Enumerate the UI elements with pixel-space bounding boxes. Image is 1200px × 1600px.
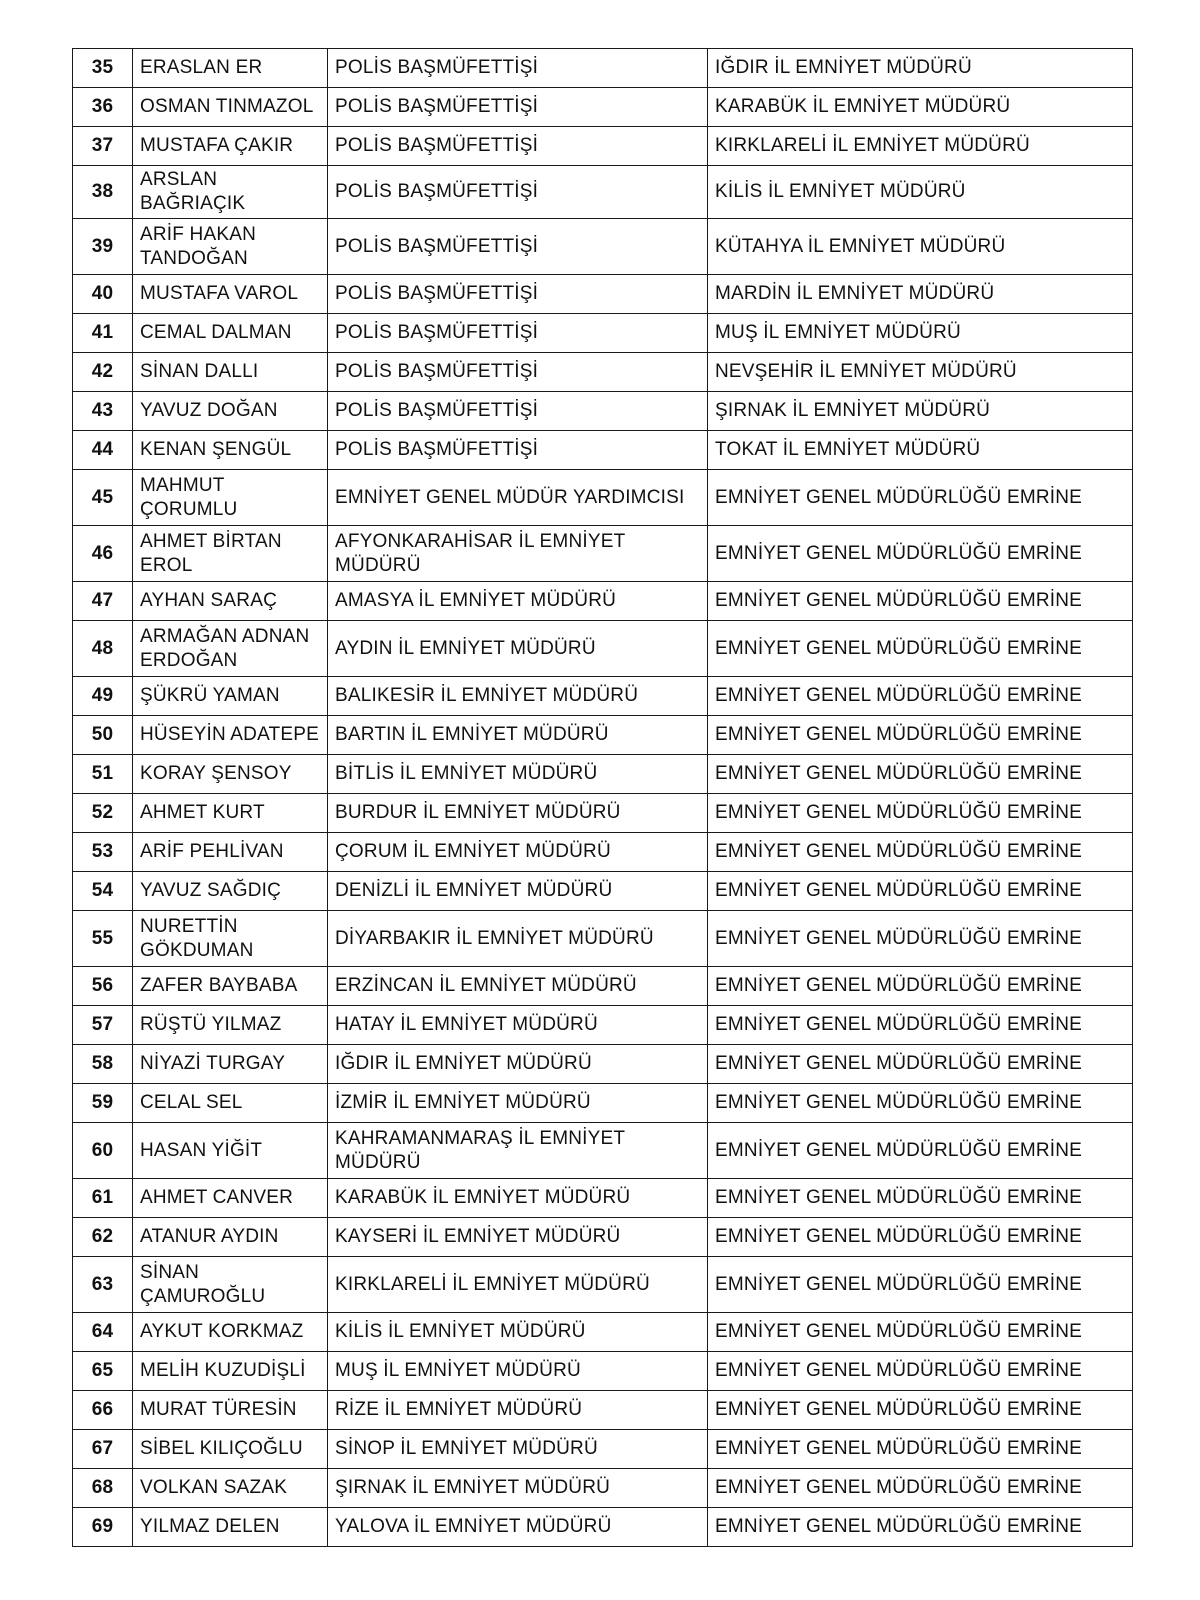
new-title-cell: EMNİYET GENEL MÜDÜRLÜĞÜ EMRİNE: [708, 872, 1133, 911]
new-title-cell: EMNİYET GENEL MÜDÜRLÜĞÜ EMRİNE: [708, 526, 1133, 582]
new-title-cell: EMNİYET GENEL MÜDÜRLÜĞÜ EMRİNE: [708, 1352, 1133, 1391]
current-title-cell: HATAY İL EMNİYET MÜDÜRÜ: [328, 1006, 708, 1045]
name-cell: AHMET CANVER: [133, 1179, 328, 1218]
current-title-cell: POLİS BAŞMÜFETTİŞİ: [328, 275, 708, 314]
row-number-cell: 55: [73, 911, 133, 967]
new-title-cell: KIRKLARELİ İL EMNİYET MÜDÜRÜ: [708, 127, 1133, 166]
current-title-cell: DİYARBAKIR İL EMNİYET MÜDÜRÜ: [328, 911, 708, 967]
name-cell: KORAY ŞENSOY: [133, 755, 328, 794]
row-number-cell: 57: [73, 1006, 133, 1045]
new-title-cell: EMNİYET GENEL MÜDÜRLÜĞÜ EMRİNE: [708, 677, 1133, 716]
row-number-cell: 44: [73, 431, 133, 470]
current-title-cell: POLİS BAŞMÜFETTİŞİ: [328, 219, 708, 275]
current-title-cell: KARABÜK İL EMNİYET MÜDÜRÜ: [328, 1179, 708, 1218]
table-row: [73, 166, 1133, 219]
name-cell: SİBEL KILIÇOĞLU: [133, 1430, 328, 1469]
current-title-cell: POLİS BAŞMÜFETTİŞİ: [328, 49, 708, 88]
table-row: [73, 911, 1133, 967]
table-row: [73, 1006, 1133, 1045]
table-row: [73, 1508, 1133, 1547]
current-title-cell: KİLİS İL EMNİYET MÜDÜRÜ: [328, 1313, 708, 1352]
name-cell: CELAL SEL: [133, 1084, 328, 1123]
appointments-table: [72, 48, 1133, 1547]
row-number-cell: 64: [73, 1313, 133, 1352]
current-title-cell: POLİS BAŞMÜFETTİŞİ: [328, 314, 708, 353]
row-number-cell: 49: [73, 677, 133, 716]
new-title-cell: EMNİYET GENEL MÜDÜRLÜĞÜ EMRİNE: [708, 1430, 1133, 1469]
row-number-cell: 39: [73, 219, 133, 275]
current-title-cell: BİTLİS İL EMNİYET MÜDÜRÜ: [328, 755, 708, 794]
new-title-cell: EMNİYET GENEL MÜDÜRLÜĞÜ EMRİNE: [708, 1006, 1133, 1045]
row-number-cell: 59: [73, 1084, 133, 1123]
row-number-cell: 48: [73, 621, 133, 677]
new-title-cell: EMNİYET GENEL MÜDÜRLÜĞÜ EMRİNE: [708, 1179, 1133, 1218]
name-cell: AHMET BİRTAN EROL: [133, 526, 328, 582]
current-title-cell: POLİS BAŞMÜFETTİŞİ: [328, 431, 708, 470]
current-title-cell: POLİS BAŞMÜFETTİŞİ: [328, 88, 708, 127]
current-title-cell: AFYONKARAHİSAR İL EMNİYET MÜDÜRÜ: [328, 526, 708, 582]
row-number-cell: 43: [73, 392, 133, 431]
row-number-cell: 46: [73, 526, 133, 582]
name-cell: ERASLAN ER: [133, 49, 328, 88]
current-title-cell: BARTIN İL EMNİYET MÜDÜRÜ: [328, 716, 708, 755]
row-number-cell: 62: [73, 1218, 133, 1257]
current-title-cell: KAHRAMANMARAŞ İL EMNİYET MÜDÜRÜ: [328, 1123, 708, 1179]
new-title-cell: EMNİYET GENEL MÜDÜRLÜĞÜ EMRİNE: [708, 1084, 1133, 1123]
table-row: [73, 755, 1133, 794]
current-title-cell: ERZİNCAN İL EMNİYET MÜDÜRÜ: [328, 967, 708, 1006]
current-title-cell: SİNOP İL EMNİYET MÜDÜRÜ: [328, 1430, 708, 1469]
table-row: [73, 1391, 1133, 1430]
current-title-cell: BURDUR İL EMNİYET MÜDÜRÜ: [328, 794, 708, 833]
current-title-cell: KIRKLARELİ İL EMNİYET MÜDÜRÜ: [328, 1257, 708, 1313]
table-row: [73, 1045, 1133, 1084]
new-title-cell: MUŞ İL EMNİYET MÜDÜRÜ: [708, 314, 1133, 353]
current-title-cell: İZMİR İL EMNİYET MÜDÜRÜ: [328, 1084, 708, 1123]
name-cell: MUSTAFA ÇAKIR: [133, 127, 328, 166]
row-number-cell: 51: [73, 755, 133, 794]
table-row: [73, 353, 1133, 392]
table-row: [73, 275, 1133, 314]
name-cell: ARİF HAKAN TANDOĞAN: [133, 219, 328, 275]
row-number-cell: 38: [73, 166, 133, 219]
name-cell: ARSLAN BAĞRIAÇIK: [133, 166, 328, 219]
table-row: [73, 1430, 1133, 1469]
current-title-cell: POLİS BAŞMÜFETTİŞİ: [328, 166, 708, 219]
table-row: [73, 314, 1133, 353]
new-title-cell: EMNİYET GENEL MÜDÜRLÜĞÜ EMRİNE: [708, 470, 1133, 526]
name-cell: MELİH KUZUDİŞLİ: [133, 1352, 328, 1391]
current-title-cell: ÇORUM İL EMNİYET MÜDÜRÜ: [328, 833, 708, 872]
table-row: [73, 967, 1133, 1006]
table-row: [73, 1352, 1133, 1391]
current-title-cell: AYDIN İL EMNİYET MÜDÜRÜ: [328, 621, 708, 677]
new-title-cell: ŞIRNAK İL EMNİYET MÜDÜRÜ: [708, 392, 1133, 431]
name-cell: HASAN YİĞİT: [133, 1123, 328, 1179]
appointments-table-body: [73, 49, 1133, 1547]
row-number-cell: 69: [73, 1508, 133, 1547]
new-title-cell: NEVŞEHİR İL EMNİYET MÜDÜRÜ: [708, 353, 1133, 392]
table-row: [73, 794, 1133, 833]
current-title-cell: AMASYA İL EMNİYET MÜDÜRÜ: [328, 582, 708, 621]
name-cell: MAHMUT ÇORUMLU: [133, 470, 328, 526]
row-number-cell: 47: [73, 582, 133, 621]
current-title-cell: YALOVA İL EMNİYET MÜDÜRÜ: [328, 1508, 708, 1547]
row-number-cell: 52: [73, 794, 133, 833]
current-title-cell: RİZE İL EMNİYET MÜDÜRÜ: [328, 1391, 708, 1430]
table-row: [73, 621, 1133, 677]
name-cell: OSMAN TINMAZOL: [133, 88, 328, 127]
current-title-cell: IĞDIR İL EMNİYET MÜDÜRÜ: [328, 1045, 708, 1084]
new-title-cell: EMNİYET GENEL MÜDÜRLÜĞÜ EMRİNE: [708, 582, 1133, 621]
row-number-cell: 66: [73, 1391, 133, 1430]
table-row: [73, 1257, 1133, 1313]
new-title-cell: IĞDIR İL EMNİYET MÜDÜRÜ: [708, 49, 1133, 88]
table-row: [73, 1123, 1133, 1179]
row-number-cell: 50: [73, 716, 133, 755]
current-title-cell: POLİS BAŞMÜFETTİŞİ: [328, 353, 708, 392]
new-title-cell: EMNİYET GENEL MÜDÜRLÜĞÜ EMRİNE: [708, 1469, 1133, 1508]
row-number-cell: 54: [73, 872, 133, 911]
new-title-cell: EMNİYET GENEL MÜDÜRLÜĞÜ EMRİNE: [708, 1257, 1133, 1313]
table-row: [73, 219, 1133, 275]
new-title-cell: EMNİYET GENEL MÜDÜRLÜĞÜ EMRİNE: [708, 967, 1133, 1006]
current-title-cell: DENİZLİ İL EMNİYET MÜDÜRÜ: [328, 872, 708, 911]
name-cell: HÜSEYİN ADATEPE: [133, 716, 328, 755]
name-cell: ATANUR AYDIN: [133, 1218, 328, 1257]
name-cell: SİNAN ÇAMUROĞLU: [133, 1257, 328, 1313]
name-cell: YILMAZ DELEN: [133, 1508, 328, 1547]
table-row: [73, 470, 1133, 526]
name-cell: VOLKAN SAZAK: [133, 1469, 328, 1508]
new-title-cell: EMNİYET GENEL MÜDÜRLÜĞÜ EMRİNE: [708, 755, 1133, 794]
name-cell: CEMAL DALMAN: [133, 314, 328, 353]
row-number-cell: 45: [73, 470, 133, 526]
name-cell: ARİF PEHLİVAN: [133, 833, 328, 872]
table-row: [73, 833, 1133, 872]
new-title-cell: TOKAT İL EMNİYET MÜDÜRÜ: [708, 431, 1133, 470]
current-title-cell: POLİS BAŞMÜFETTİŞİ: [328, 127, 708, 166]
row-number-cell: 41: [73, 314, 133, 353]
row-number-cell: 36: [73, 88, 133, 127]
row-number-cell: 63: [73, 1257, 133, 1313]
name-cell: AHMET KURT: [133, 794, 328, 833]
current-title-cell: EMNİYET GENEL MÜDÜR YARDIMCISI: [328, 470, 708, 526]
name-cell: ZAFER BAYBABA: [133, 967, 328, 1006]
current-title-cell: BALIKESİR İL EMNİYET MÜDÜRÜ: [328, 677, 708, 716]
table-row: [73, 1218, 1133, 1257]
new-title-cell: EMNİYET GENEL MÜDÜRLÜĞÜ EMRİNE: [708, 1508, 1133, 1547]
table-row: [73, 88, 1133, 127]
name-cell: ŞÜKRÜ YAMAN: [133, 677, 328, 716]
table-row: [73, 1313, 1133, 1352]
new-title-cell: KİLİS İL EMNİYET MÜDÜRÜ: [708, 166, 1133, 219]
row-number-cell: 35: [73, 49, 133, 88]
new-title-cell: EMNİYET GENEL MÜDÜRLÜĞÜ EMRİNE: [708, 621, 1133, 677]
name-cell: YAVUZ DOĞAN: [133, 392, 328, 431]
current-title-cell: POLİS BAŞMÜFETTİŞİ: [328, 392, 708, 431]
table-row: [73, 677, 1133, 716]
row-number-cell: 37: [73, 127, 133, 166]
new-title-cell: KÜTAHYA İL EMNİYET MÜDÜRÜ: [708, 219, 1133, 275]
table-row: [73, 872, 1133, 911]
row-number-cell: 61: [73, 1179, 133, 1218]
table-row: [73, 526, 1133, 582]
new-title-cell: EMNİYET GENEL MÜDÜRLÜĞÜ EMRİNE: [708, 1123, 1133, 1179]
new-title-cell: MARDİN İL EMNİYET MÜDÜRÜ: [708, 275, 1133, 314]
table-row: [73, 716, 1133, 755]
table-row: [73, 127, 1133, 166]
name-cell: ARMAĞAN ADNAN ERDOĞAN: [133, 621, 328, 677]
table-row: [73, 1084, 1133, 1123]
current-title-cell: KAYSERİ İL EMNİYET MÜDÜRÜ: [328, 1218, 708, 1257]
name-cell: AYHAN SARAÇ: [133, 582, 328, 621]
new-title-cell: EMNİYET GENEL MÜDÜRLÜĞÜ EMRİNE: [708, 1391, 1133, 1430]
row-number-cell: 42: [73, 353, 133, 392]
row-number-cell: 53: [73, 833, 133, 872]
row-number-cell: 67: [73, 1430, 133, 1469]
new-title-cell: EMNİYET GENEL MÜDÜRLÜĞÜ EMRİNE: [708, 1313, 1133, 1352]
row-number-cell: 65: [73, 1352, 133, 1391]
name-cell: NİYAZİ TURGAY: [133, 1045, 328, 1084]
name-cell: MURAT TÜRESİN: [133, 1391, 328, 1430]
row-number-cell: 60: [73, 1123, 133, 1179]
name-cell: NURETTİN GÖKDUMAN: [133, 911, 328, 967]
row-number-cell: 58: [73, 1045, 133, 1084]
current-title-cell: MUŞ İL EMNİYET MÜDÜRÜ: [328, 1352, 708, 1391]
new-title-cell: EMNİYET GENEL MÜDÜRLÜĞÜ EMRİNE: [708, 833, 1133, 872]
name-cell: RÜŞTÜ YILMAZ: [133, 1006, 328, 1045]
name-cell: MUSTAFA VAROL: [133, 275, 328, 314]
new-title-cell: KARABÜK İL EMNİYET MÜDÜRÜ: [708, 88, 1133, 127]
table-row: [73, 1469, 1133, 1508]
row-number-cell: 56: [73, 967, 133, 1006]
name-cell: YAVUZ SAĞDIÇ: [133, 872, 328, 911]
current-title-cell: ŞIRNAK İL EMNİYET MÜDÜRÜ: [328, 1469, 708, 1508]
new-title-cell: EMNİYET GENEL MÜDÜRLÜĞÜ EMRİNE: [708, 1218, 1133, 1257]
table-row: [73, 431, 1133, 470]
table-row: [73, 582, 1133, 621]
row-number-cell: 68: [73, 1469, 133, 1508]
table-row: [73, 392, 1133, 431]
new-title-cell: EMNİYET GENEL MÜDÜRLÜĞÜ EMRİNE: [708, 1045, 1133, 1084]
name-cell: KENAN ŞENGÜL: [133, 431, 328, 470]
table-row: [73, 1179, 1133, 1218]
name-cell: AYKUT KORKMAZ: [133, 1313, 328, 1352]
name-cell: SİNAN DALLI: [133, 353, 328, 392]
new-title-cell: EMNİYET GENEL MÜDÜRLÜĞÜ EMRİNE: [708, 716, 1133, 755]
new-title-cell: EMNİYET GENEL MÜDÜRLÜĞÜ EMRİNE: [708, 794, 1133, 833]
table-row: [73, 49, 1133, 88]
row-number-cell: 40: [73, 275, 133, 314]
new-title-cell: EMNİYET GENEL MÜDÜRLÜĞÜ EMRİNE: [708, 911, 1133, 967]
